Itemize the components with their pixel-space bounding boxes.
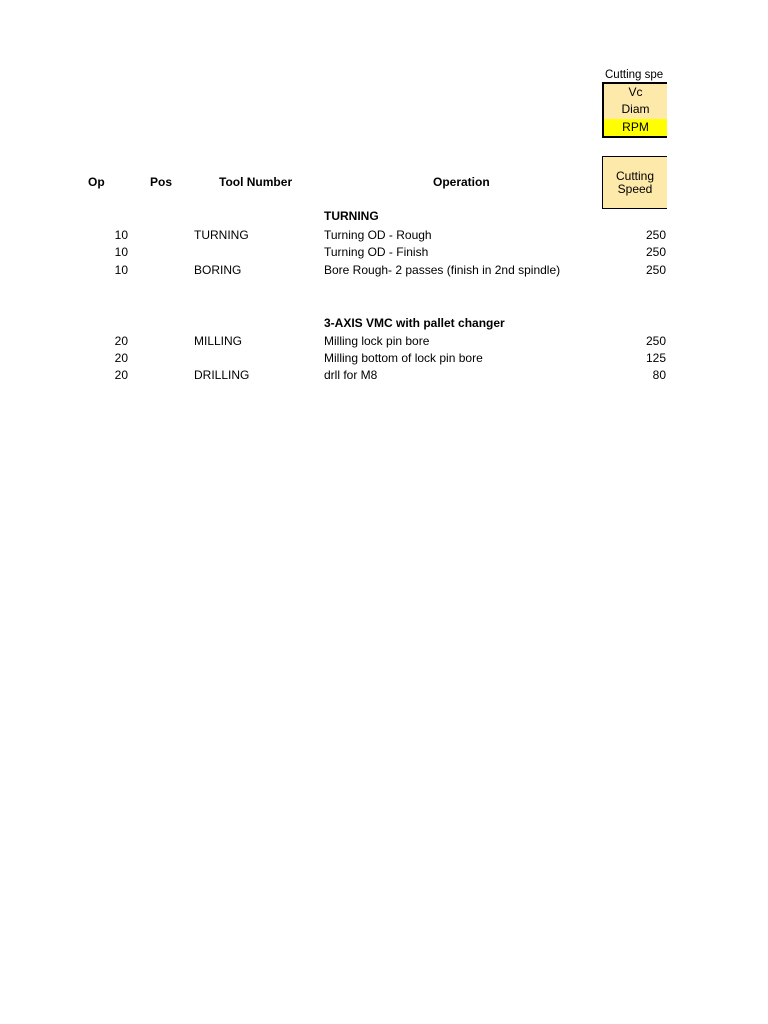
header-cutting-speed (602, 156, 667, 209)
row-speed: 250 (645, 245, 666, 259)
calc-vc-cell[interactable]: Vc (604, 84, 667, 101)
row-tool: MILLING (194, 334, 243, 348)
row-speed: 125 (645, 351, 666, 365)
header-cutting-speed-line2: Speed (617, 181, 653, 196)
row-operation: Milling bottom of lock pin bore (324, 351, 483, 365)
section-title-turning: TURNING (324, 209, 379, 223)
row-speed: 250 (645, 334, 666, 348)
row-tool: DRILLING (194, 368, 250, 382)
row-op: 20 (114, 334, 128, 348)
header-op: Op (88, 175, 105, 189)
row-op: 10 (114, 263, 128, 277)
row-op: 20 (114, 351, 128, 365)
row-speed: 250 (645, 263, 666, 277)
row-operation: drll for M8 (324, 368, 378, 382)
row-speed: 250 (645, 228, 666, 242)
section-title-vmc: 3-AXIS VMC with pallet changer (324, 316, 505, 330)
header-pos: Pos (150, 175, 173, 189)
row-tool: BORING (194, 263, 242, 277)
header-operation: Operation (433, 175, 490, 189)
row-speed: 80 (652, 368, 666, 382)
row-op: 20 (114, 368, 128, 382)
row-operation: Turning OD - Finish (324, 245, 429, 259)
row-op: 10 (114, 245, 128, 259)
row-operation: Turning OD - Rough (324, 228, 432, 242)
row-operation: Bore Rough- 2 passes (finish in 2nd spindle) (324, 263, 561, 277)
cutting-speed-calculator (602, 82, 667, 138)
row-op: 10 (114, 228, 128, 242)
calc-diam-cell[interactable]: Diam (604, 101, 667, 118)
row-tool: TURNING (194, 228, 249, 242)
row-operation: Milling lock pin bore (324, 334, 430, 348)
header-cutting-speed-line1: Cutting (615, 168, 655, 183)
calculator-title: Cutting spe (605, 69, 664, 81)
calc-rpm-cell[interactable]: RPM (604, 119, 667, 136)
header-tool-number: Tool Number (219, 175, 293, 189)
